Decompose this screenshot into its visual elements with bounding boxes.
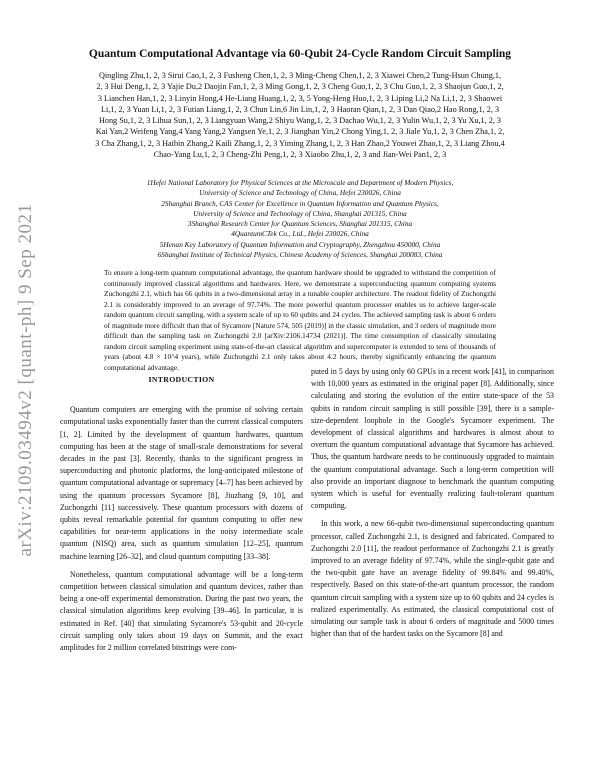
affiliation-2: 2Shanghai Branch, CAS Center for Excellence in Quantum Information and Quantum Physics, University of Science and Technology of China, Shanghai 201315, China bbox=[161, 198, 439, 218]
arxiv-id: arXiv:2109.03494v2 [quant-ph] 9 Sep 2021 bbox=[15, 203, 36, 557]
paragraph: Nonetheless, quantum computational advantage will be a long-term competition between classical simulation and quantum devices, rather than being a one-off experimental demonstration. During the past two years, the classical simulation algorithms keep evolving [39–46]. In particular, it is estimated in Ref. [40] that simulating Sycamore's 53-qubit and 20-cycle circuit sampling only takes about 19 days on Summit, and the exact amplitudes for 2 million correlated bitstrings were com- bbox=[60, 569, 303, 653]
arxiv-identifier-sidebar bbox=[10, 180, 42, 580]
affiliation-6: 6Shanghai Institute of Technical Physics, Chinese Academy of Sciences, Shanghai 200083, China bbox=[157, 250, 443, 260]
paragraph: puted in 5 days by using only 60 GPUs in a recent work [41], in comparison with 10,000 years as estimated in the original paper [8]. Additionally, since calculating and storing the evolution of the entire state-space of the 53 qubits in random circuit sampling is still possible [39], there is a sample-size-dependent loophole in the Google's Sycamore experiment. The development of classical algorithms and hardwares is almost about to overturn the quantum computational advantage that Sycamore has achieved. Thus, the quantum hardware needs to be continuously upgraded to maintain the quantum computational advantage. Such a long-term competition will also provide an important diagnose to benchmark the quantum computing system which is useful for eventually realizing fault-tolerant quantum computing. bbox=[311, 367, 554, 511]
affiliation-4: 4QuantumCTek Co., Ltd., Hefei 230026, China bbox=[231, 229, 369, 239]
author-list: Qingling Zhu,1, 2, 3 Sirui Cao,1, 2, 3 Fusheng Chen,1, 2, 3 Ming-Cheng Chen,1, 2, 3 Xiawei Chen,2 Tung-Hsun Chung,1, 2, 3 Hui Deng,1, 2, 3 Yajie Du,2 Daojin Fan,1, 2, 3 Ming Gong,1, 2, 3 Cheng Guo,1, 2, 3 Chu Guo,1, 2, 3 Shaojun Guo,1, 2, 3 Lianchen Han,1, 2, 3 Linyin Hong,4 He-Liang Huang,1, 2, 3, 5 Yong-Heng Huo,1, 2, 3 Liping Li,2 Na Li,1, 2, 3 Shaowei Li,1, 2, 3 Yuan Li,1, 2, 3 Futian Liang,1, 2, 3 Chun Lin,6 Jin Lin,1, 2, 3 Haoran Qian,1, 2, 3 Dan Qiao,2 Hao Rong,1, 2, 3 Hong Su,1, 2, 3 Lihua Sun,1, 2, 3 Liangyuan Wang,2 Shiyu Wang,1, 2, 3 Dachao Wu,1, 2, 3 Yulin Wu,1, 2, 3 Yu Xu,1, 2, 3 Kai Yan,2 Weifeng Yang,4 Yang Yang,2 Yangsen Ye,1, 2, 3 Jianghan Yin,2 Chong Ying,1, 2, 3 Jiale Yu,1, 2, 3 Chen Zha,1, 2, 3 Cha Zhang,1, 2, 3 Haibin Zhang,2 Kaili Zhang,1, 2, 3 Yiming Zhang,1, 2, 3 Han Zhao,2 Youwei Zhao,1, 2, 3 Liang Zhou,4 Chao-Yang Lu,1, 2, 3 Cheng-Zhi Peng,1, 2, 3 Xiaobo Zhu,1, 2, 3 and Jian-Wei Pan1, 2, 3 bbox=[95, 71, 505, 160]
affiliation-3: 3Shanghai Research Center for Quantum Sciences, Shanghai 201315, China bbox=[187, 219, 413, 229]
affiliation-1: 1Hefei National Laboratory for Physical Sciences at the Microscale and Department of Modern Physics, University of Science and Technology of China, Hefei 230026, China bbox=[146, 178, 454, 198]
abstract: To ensure a long-term quantum computational advantage, the quantum hardware should be upgraded to withstand the competition of continuously improved classical algorithms and hardwares. Here, we demonstrate a superconducting quantum computing systems Zuchongzhi 2.1, which has 66 qubits in a two-dimensional array in a tunable coupler architecture. The readout fidelity of Zuchongzhi 2.1 is considerably improved to an average of 97.74%. The more powerful quantum processor enables us to achieve larger-scale random quantum circuit sampling, with a system scale of up to 60 qubits and 24 cycles. The achieved sampling task is about 6 orders of magnitude more difficult than that of Sycamore [Nature 574, 505 (2019)] in the classic simulation, and 3 orders of magnitude more difficult than the sampling task on Zuchongzhi 2.0 [arXiv:2106.14734 (2021)]. The time consumption of classically simulating random circuit sampling experiment using state-of-the-art classical algorithm and supercomputer is extended to tens of thousands of years (about 4.8 × 10^4 years), while Zuchongzhi 2.1 only takes about 4.2 hours, thereby significantly enhancing the quantum computational advantage. bbox=[104, 268, 496, 372]
paper-title: Quantum Computational Advantage via 60-Qubit 24-Cycle Random Circuit Sampling bbox=[88, 48, 512, 60]
affiliation-5: 5Henan Key Laboratory of Quantum Information and Cryptography, Zhengzhou 450000, China bbox=[159, 239, 441, 249]
paragraph: In this work, a new 66-qubit two-dimensional superconducting quantum processor, called Zuchongzhi 2.1, is designed and fabricated. Compared to Zuchongzhi 2.0 [11], the readout performance of Zuchongzhi 2.1 is greatly improved to an average fidelity of 97.74%, while the single-qubit gate and the two-qubit gate have an average fidelity of 99.84% and 99.40%, respectively. Based on this state-of-the-art quantum processor, the random quantum circuit sampling with a system size up to 60 qubits and 24 cycles is realized experimentally. As estimated, the classical computational cost of simulating our sample task is about 6 orders of magnitude and 5000 times higher than that of the hardest tasks on the Sycamore [8] and bbox=[311, 519, 554, 639]
right-column bbox=[311, 366, 554, 640]
affiliation-list bbox=[95, 178, 505, 260]
section-heading-introduction: INTRODUCTION bbox=[148, 375, 215, 384]
left-column bbox=[60, 374, 303, 654]
paragraph: Quantum computers are emerging with the promise of solving certain computational tasks exponentially faster than the current classical computers [1, 2]. Limited by the development of quantum hardwares, quantum computing has been at the stage of small-scale demonstrations for several decades in the past [3]. Recently, thanks to the significant progress in superconducting and photonic platforms, the long-anticipated milestone of quantum computational advantage or supremacy [4–7] has been achieved by using the quantum processors Sycamore [8], Jiuzhang [9, 10], and Zuchongzhi [11] successively. These quantum processors with dozens of qubits reveal remarkable potential for quantum computing to offer new capabilities for near-term applications in the noisy intermediate scale quantum (NISQ) area, such as quantum simulation [12–25], quantum machine learning [26–32], and cloud quantum computing [33–38]. bbox=[60, 405, 303, 561]
